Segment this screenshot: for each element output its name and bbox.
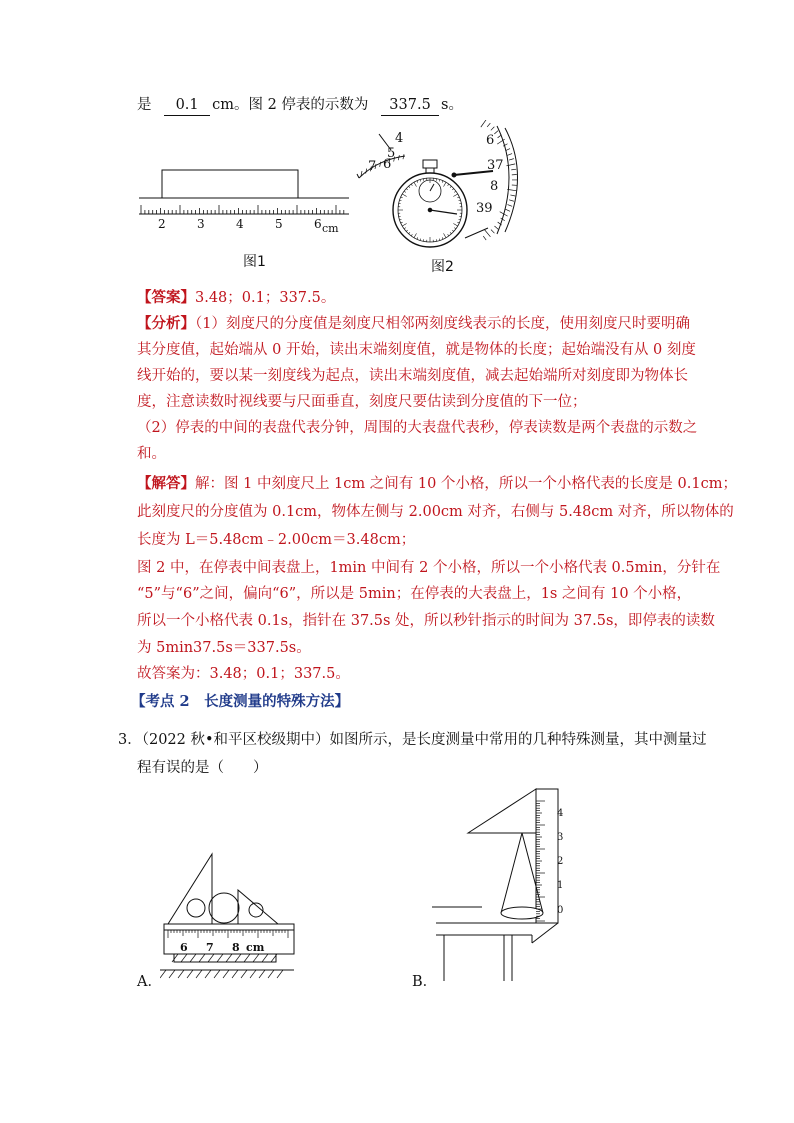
figa-ground-hatch — [214, 970, 220, 978]
right-label-39: 39 — [476, 201, 493, 216]
right-label-37: 37 — [487, 158, 504, 173]
figa-ground-hatch — [169, 970, 175, 978]
figb-label-0: 0 — [557, 905, 564, 916]
figb-label-4: 4 — [557, 808, 564, 819]
analysis-tag: 【分析】 — [137, 315, 195, 332]
figa-label-8: 8 — [232, 941, 240, 954]
analysis-line-2: 其分度值，起始端从 0 开始，读出末端刻度值，就是物体的长度；起始端没有从 0 刻度 — [137, 342, 696, 358]
figa-label-cm: cm — [246, 941, 265, 954]
solution-text-1: 解：图 1 中刻度尺上 1cm 之间有 10 个小格，所以一个小格代表的长度是 0.1cm； — [195, 476, 737, 492]
figa-hatch-line — [226, 954, 232, 962]
solution-tag: 【解答】 — [137, 475, 195, 492]
figa-ground-hatch — [196, 970, 202, 978]
analysis-line-1 — [137, 314, 690, 334]
right-arc-tick — [506, 209, 511, 211]
figa-label-7: 7 — [206, 941, 214, 954]
right-arc-tick — [487, 123, 490, 127]
measured-block — [162, 170, 298, 198]
outer-label-5: 5 — [387, 146, 396, 161]
outer-arc-tick — [403, 154, 404, 159]
ruler-label-5: 5 — [275, 217, 283, 231]
figure2-caption: 图2 — [431, 259, 454, 275]
right-label-8: 8 — [490, 179, 499, 194]
outer-arc-tick — [366, 169, 367, 174]
figa-ground-hatch — [232, 970, 238, 978]
figa-hatch-line — [244, 954, 250, 962]
figa-label-6: 6 — [180, 941, 188, 954]
figa-ground-hatch — [205, 970, 211, 978]
question3-line1 — [118, 730, 707, 750]
figa-ground-hatch — [250, 970, 256, 978]
right-arc-tick — [494, 226, 498, 229]
right-arc-tick — [507, 205, 512, 207]
figa-ground-hatch — [241, 970, 247, 978]
analysis-line-6: 和。 — [137, 446, 166, 462]
figa-ground-hatch — [223, 970, 229, 978]
answer-text: 3.48；0.1；337.5。 — [195, 290, 336, 306]
question3-text: （2022 秋•和平区校级期中）如图所示，是长度测量中常用的几种特殊测量，其中测量过 — [141, 732, 707, 748]
solution-line-1 — [137, 474, 737, 494]
solution-line-3: 长度为 L＝5.48cm﹣2.00cm＝3.48cm； — [137, 532, 416, 548]
figb-label-3: 3 — [557, 832, 564, 843]
right-arc-tick — [483, 236, 486, 240]
top-prefix: 是 — [137, 97, 152, 113]
right-arc-tick — [509, 159, 514, 160]
figa-ground-hatch — [277, 970, 283, 978]
top-mid: cm。图 2 停表的示数为 — [212, 97, 369, 113]
figa-hatch-line — [199, 954, 205, 962]
solution-line-7: 为 5min37.5s＝337.5s。 — [137, 640, 311, 656]
outer-arc-tick — [380, 162, 381, 167]
figa-ground-hatch — [178, 970, 184, 978]
figa-ground-hatch — [187, 970, 193, 978]
analysis-line-5: （2）停表的中间的表盘代表分钟，周围的大表盘代表秒，停表读数是两个表盘的示数之 — [137, 420, 698, 436]
figure-b-cone-measure — [432, 785, 582, 985]
figa-hatch-line — [172, 954, 178, 962]
right-arc-tick — [481, 120, 486, 127]
solution-line-6: 所以一个小格代表 0.1s，指针在 37.5s 处，所以秒针指示的时间为 37.5s，即停表的读数 — [137, 613, 715, 629]
analysis-line-4: 度，注意读数时视线要与尺面垂直，刻度尺要估读到分度值的下一位； — [137, 394, 587, 410]
solution-line-4: 图 2 中，在停表中间表盘上，1min 中间有 2 个小格，所以一个小格代表 0.5min，分针在 — [137, 560, 721, 576]
answer-line — [137, 288, 335, 308]
figa-ground-hatch — [268, 970, 274, 978]
ruler-unit: cm — [322, 222, 339, 235]
answer-tag: 【答案】 — [137, 289, 195, 306]
answer-line-top — [137, 95, 463, 116]
figure1-ruler — [135, 160, 355, 270]
figb-label-2: 2 — [557, 856, 564, 867]
figa-hatch-line — [181, 954, 187, 962]
right-arc-tick — [485, 230, 491, 237]
ruler-label-3: 3 — [197, 217, 205, 231]
option-b-label: B． — [412, 974, 438, 990]
question3-line2: 程有误的是（ ） — [137, 760, 268, 776]
top-suffix: s。 — [441, 97, 463, 113]
right-label-6: 6 — [486, 133, 495, 148]
ruler-label-2: 2 — [158, 217, 166, 231]
figa-hatch-line — [253, 954, 259, 962]
figa-hatch-line — [262, 954, 268, 962]
figa-hatch-line — [235, 954, 241, 962]
question3-number: 3． — [118, 732, 142, 748]
solution-line-2: 此刻度尺的分度值为 0.1cm，物体左侧与 2.00cm 对齐，右侧与 5.48cm 对齐，所以物体的 — [137, 504, 734, 520]
right-arc-tick — [510, 195, 515, 196]
outer-label-6: 6 — [383, 157, 392, 172]
right-arc-tick — [511, 169, 516, 170]
outer-arc-tick — [398, 155, 399, 160]
right-arc-tick — [507, 154, 512, 156]
solution-line-5: “5”与“6”之间，偏向“6”，所以是 5min；在停表的大表盘上，1s 之间有 10 个小格， — [137, 586, 692, 602]
figa-ground-hatch — [259, 970, 265, 978]
outer-label-7: 7 — [368, 159, 377, 174]
analysis-text-1: （1）刻度尺的分度值是刻度尺相邻两刻度线表示的长度，使用刻度尺时要明确 — [195, 316, 690, 332]
figure2-stopwatch — [355, 120, 535, 280]
option-a-label: A． — [137, 974, 162, 990]
figa-hatch-line — [190, 954, 196, 962]
right-arc-tick — [491, 230, 494, 234]
blank-stopwatch-reading: 337.5 — [381, 95, 439, 116]
figure-a-triangles — [160, 850, 300, 982]
blank-division-value: 0.1 — [164, 95, 210, 116]
right-arc-tick — [494, 131, 498, 134]
section-title: 【考点 2 长度测量的特殊方法】 — [131, 693, 350, 710]
ruler-label-4: 4 — [236, 217, 244, 231]
figa-hatch-line — [217, 954, 223, 962]
figa-hatch-line — [208, 954, 214, 962]
right-arc-tick — [509, 200, 514, 201]
figure1-caption: 图1 — [243, 254, 266, 270]
analysis-line-3: 线开始的，要以某一刻度线为起点，读出末端刻度值，减去起始端所对刻度即为物体长 — [137, 368, 688, 384]
outer-label-4: 4 — [395, 131, 404, 146]
right-arc-tick — [491, 127, 494, 131]
figb-label-1: 1 — [557, 880, 564, 891]
solution-line-8: 故答案为：3.48；0.1；337.5。 — [137, 666, 350, 682]
ruler-label-6: 6 — [314, 217, 322, 231]
